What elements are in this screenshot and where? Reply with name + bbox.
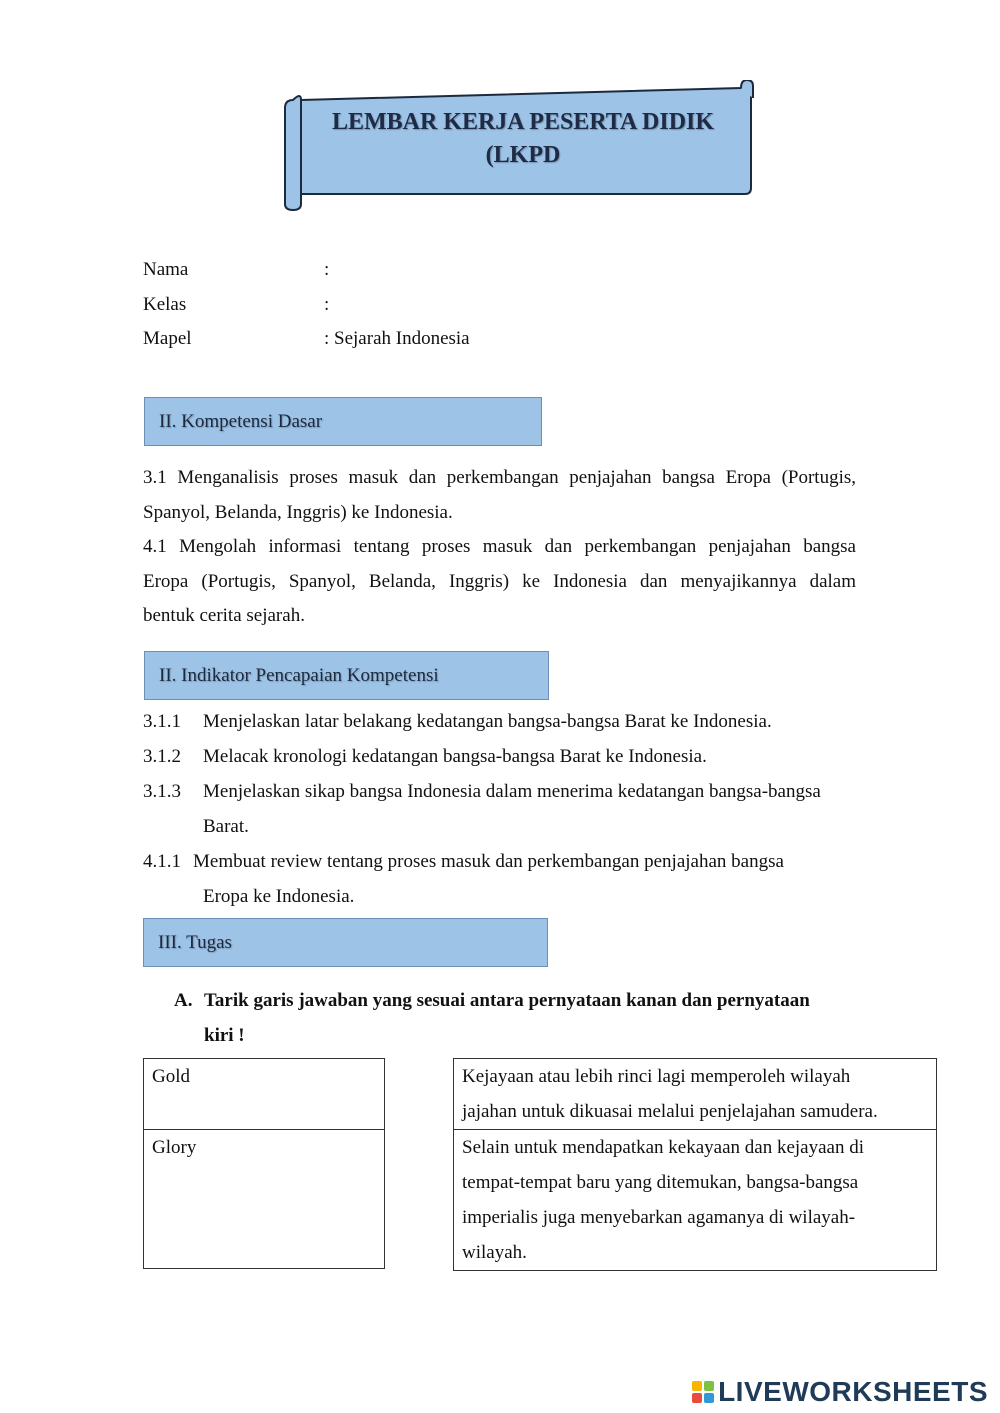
indikator-item	[143, 774, 856, 844]
identity-label: Mapel	[143, 328, 192, 349]
table-row	[454, 1130, 937, 1271]
indikator-item	[143, 739, 856, 774]
kompetensi-dasar-heading: II. Kompetensi Dasar	[144, 397, 542, 446]
right-matching-table	[453, 1058, 937, 1271]
instruction-line: kiri !	[204, 1025, 245, 1046]
indikator-text: Melacak kronologi kedatangan bangsa-bangsa Barat ke Indonesia.	[203, 746, 707, 767]
kd-line: 3.1 Menganalisis proses masuk dan perkembangan penjajahan bangsa Eropa (Portugis,	[143, 467, 856, 488]
tugas-heading: III. Tugas	[143, 918, 548, 967]
identity-label: Kelas	[143, 294, 187, 315]
title-line-1: LEMBAR KERJA PESERTA DIDIK	[331, 109, 715, 135]
right-item-line: Kejayaan atau lebih rinci lagi memperoleh wilayah	[462, 1066, 851, 1087]
indikator-heading: II. Indikator Pencapaian Kompetensi	[144, 651, 549, 700]
right-item-line: Selain untuk mendapatkan kekayaan dan kejayaan di	[462, 1137, 865, 1158]
kd-line: 4.1 Mengolah informasi tentang proses masuk dan perkembangan penjajahan bangsa	[143, 536, 856, 557]
indikator-text: Membuat review tentang proses masuk dan perkembangan penjajahan bangsa	[193, 851, 784, 872]
identity-label: Nama	[143, 259, 189, 280]
title-line-2: (LKPD	[485, 142, 561, 168]
kompetensi-dasar-text	[143, 461, 856, 634]
right-item-line: imperialis juga menyebarkan agamanya di wilayah-	[462, 1207, 856, 1228]
kd-line: Eropa (Portugis, Spanyol, Belanda, Inggris) ke Indonesia dan menyajikannya dalam	[143, 570, 856, 592]
indikator-text: Menjelaskan latar belakang kedatangan bangsa-bangsa Barat ke Indonesia.	[203, 711, 772, 732]
right-item-line: tempat-tempat baru yang ditemukan, bangsa-bangsa	[462, 1172, 859, 1193]
instruction-letter: A.	[174, 990, 193, 1011]
indikator-number: 4.1.1	[143, 851, 181, 872]
right-item-line: jajahan untuk dikuasai melalui penjelajahan samudera.	[462, 1101, 878, 1122]
tugas-instruction	[174, 983, 864, 1053]
liveworksheets-logo	[692, 1377, 988, 1407]
table-row	[144, 1059, 385, 1130]
logo-mark-icon	[692, 1381, 714, 1403]
indikator-number: 3.1.2	[143, 746, 181, 767]
kd-line: bentuk cerita sejarah.	[143, 605, 305, 626]
table-row	[144, 1130, 385, 1269]
indikator-text-cont: Barat.	[203, 816, 249, 837]
kd-line: Spanyol, Belanda, Inggris) ke Indonesia.	[143, 501, 453, 523]
worksheet-title	[303, 106, 743, 172]
right-item-1[interactable]	[454, 1059, 937, 1130]
logo-text: LIVEWORKSHEETS	[718, 1376, 988, 1407]
left-item-glory[interactable]: Glory	[144, 1130, 385, 1269]
right-item-line: wilayah.	[462, 1242, 527, 1263]
title-banner	[283, 80, 755, 212]
identity-row-nama	[143, 255, 743, 285]
identity-row-kelas	[143, 290, 743, 320]
indikator-item	[143, 844, 856, 914]
indikator-item	[143, 704, 856, 739]
identity-value: : Sejarah Indonesia	[324, 328, 470, 349]
identity-row-mapel	[143, 324, 743, 354]
left-item-gold[interactable]: Gold	[144, 1059, 385, 1130]
identity-value: :	[324, 259, 330, 280]
indikator-number: 3.1.3	[143, 781, 181, 802]
indikator-text-cont: Eropa ke Indonesia.	[203, 886, 355, 907]
instruction-line: Tarik garis jawaban yang sesuai antara pernyataan kanan dan pernyataan	[204, 990, 810, 1011]
left-matching-table	[143, 1058, 385, 1269]
identity-value: :	[324, 294, 330, 315]
right-item-2[interactable]	[454, 1130, 937, 1271]
indikator-number: 3.1.1	[143, 711, 181, 732]
indikator-text: Menjelaskan sikap bangsa Indonesia dalam menerima kedatangan bangsa-bangsa	[203, 781, 821, 802]
table-row	[454, 1059, 937, 1130]
